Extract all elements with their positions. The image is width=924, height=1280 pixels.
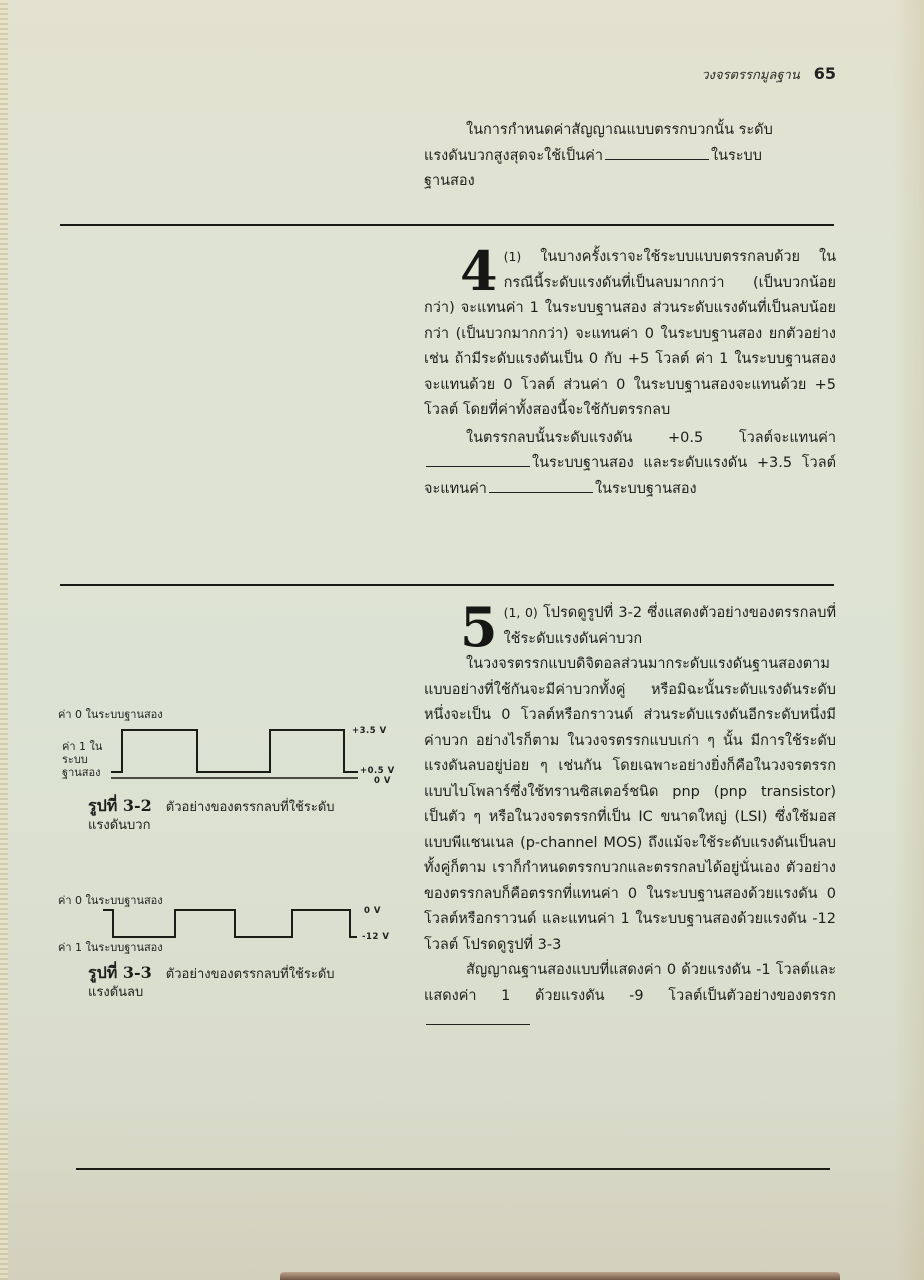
fig-3-2-caption-text-2: แรงดันบวก bbox=[88, 818, 151, 833]
frame-answer-code: (1, 0) bbox=[503, 605, 538, 620]
frame-5-para-1-text: โปรดดูรูปที่ 3-2 ซึ่งแสดงตัวอย่างของตรรกลบที่ใช้ระดับแรงดันค่าบวก bbox=[503, 605, 837, 647]
book-spine-edge bbox=[0, 0, 8, 1280]
frame-3-line-2 bbox=[424, 144, 836, 170]
answer-blank[interactable] bbox=[605, 158, 709, 160]
running-title: วงจรตรรกมูลฐาน bbox=[701, 68, 800, 83]
fig-3-2-label-binary-1 bbox=[62, 740, 102, 779]
frame-4 bbox=[424, 239, 836, 502]
fig-3-3-caption-text: ตัวอย่างของตรรกลบที่ใช้ระดับ bbox=[165, 967, 335, 982]
fig-3-3-caption bbox=[88, 964, 335, 1002]
page-number: 65 bbox=[813, 64, 836, 83]
frame-3-line-2-post: ในระบบ bbox=[710, 147, 762, 164]
frame-5-para-3-a: สัญญาณฐานสองแบบที่แสดงค่า 0 ด้วยแรงดัน -1 โวลต์และแสดงค่า 1 ด้วยแรงดัน -9 โวลต์เป็นตัวอย่างของตรรก bbox=[424, 962, 836, 1004]
frame-4-para-2-c: ในระบบฐานสอง bbox=[594, 480, 697, 497]
page-edge-shading bbox=[894, 0, 924, 1280]
frame-4-para-2-a: ในตรรกลบนั้นระดับแรงดัน +0.5 โวลต์จะแทนค่า bbox=[466, 429, 836, 446]
fig-label-line: ค่า 1 ใน bbox=[62, 740, 103, 753]
frame-5-para-3 bbox=[424, 958, 836, 1035]
frame-4-para-1-text: ในบางครั้งเราจะใช้ระบบแบบตรรกลบด้วย ในกรณีนี้ระดับแรงดันที่เป็นลบมากกว่า (เป็นบวกน้อยกว่า) จะแทนค่า 1 ในระบบฐานสอง ส่วนระดับแรงดันที่เป็นลบน้อยกว่า (เป็นบวกมากกว่า) จะแทนค่า 0 ในระบบฐานสอง ยกตัวอย่างเช่น ถ้ามีระดับแรงดันเป็น 0 กับ +5 โวลต์ ค่า 1 ในระบบฐานสองจะแทนด้วย 0 โวลต์ ส่วนค่า 0 ในระบบฐานสองจะแทนด้วย +5 โวลต์ โดยที่ค่าทั้งสองนี้จะใช้กับตรรกลบ bbox=[424, 249, 836, 418]
frame-3-line-3: ฐานสอง bbox=[424, 173, 475, 189]
frame-4-para-2-b: ในระบบฐานสอง และระดับแรงดัน +3.5 โวลต์จะแทนค่า bbox=[424, 455, 836, 497]
frame-3-line-2-pre: แรงดันบวกสูงสุดจะใช้เป็นค่า bbox=[424, 147, 603, 164]
frame-number: 4 bbox=[460, 239, 498, 303]
frame-number: 5 bbox=[460, 595, 498, 659]
answer-blank[interactable] bbox=[489, 491, 593, 493]
fig-3-2-volt-high: +3.5 V bbox=[352, 726, 387, 736]
frame-3-line-1: ในการกำหนดค่าสัญญาณแบบตรรกบวกนั้น ระดับ bbox=[466, 122, 773, 138]
section-divider bbox=[60, 224, 834, 226]
running-header bbox=[701, 64, 836, 85]
fig-3-2-label-binary-0: ค่า 0 ในระบบฐานสอง bbox=[58, 708, 163, 721]
answer-blank[interactable] bbox=[426, 1023, 530, 1025]
fig-3-2-volt-zero: 0 V bbox=[374, 776, 391, 786]
fig-label-line: ระบบ bbox=[62, 753, 88, 766]
fig-3-3-volt-low: -12 V bbox=[362, 932, 390, 942]
fig-3-3-number: รูปที่ 3-3 bbox=[88, 963, 152, 982]
fig-label-line: ฐานสอง bbox=[62, 766, 101, 779]
fig-3-2-caption bbox=[88, 797, 335, 835]
fig-3-3-label-binary-1: ค่า 1 ในระบบฐานสอง bbox=[58, 941, 163, 954]
fig-3-3-label-binary-0: ค่า 0 ในระบบฐานสอง bbox=[58, 894, 163, 907]
section-divider bbox=[60, 584, 834, 586]
fig-3-3-caption-text-2: แรงดันลบ bbox=[88, 985, 144, 1000]
page-bottom-shadow bbox=[280, 1272, 840, 1280]
frame-3-tail bbox=[424, 118, 836, 195]
fig-3-3-volt-high: 0 V bbox=[364, 906, 381, 916]
frame-4-para-2 bbox=[424, 426, 836, 503]
frame-answer-code: (1) bbox=[503, 249, 522, 264]
fig-3-2-number: รูปที่ 3-2 bbox=[88, 796, 152, 815]
frame-5 bbox=[424, 595, 837, 1035]
fig-3-2-caption-text: ตัวอย่างของตรรกลบที่ใช้ระดับ bbox=[165, 800, 335, 815]
section-divider bbox=[76, 1168, 830, 1170]
frame-5-para-2: ในวงจรตรรกแบบดิจิตอลส่วนมากระดับแรงดันฐานสองตามแบบอย่างที่ใช้กันจะมีค่าบวกทั้งคู่ หรือมิฉะนั้นระดับแรงดันระดับหนึ่งจะเป็น 0 โวลต์หรือกราวนด์ ส่วนระดับแรงดันอีกระดับหนึ่งมีค่าบวก อย่างไรก็ตาม ในวงจรตรรกแบบเก่า ๆ นั้น มีการใช้ระดับแรงดันลบอยู่บ่อย ๆ เช่นกัน โดยเฉพาะอย่างยิ่งก็คือในวงจรตรรกแบบไบโพลาร์ซึ่งใช้ทรานซิสเตอร์ชนิด pnp (pnp transistor) เป็นตัว ๆ หรือในวงจรตรรกที่เป็น IC ขนาดใหญ่ (LSI) ซึ่งใช้มอสแบบพีแชนเนล (p-channel MOS) ถึงแม้จะใช้ระดับแรงดันเป็นลบทั้งคู่ก็ตาม เราก็กำหนดตรรกบวกและตรรกลบได้อยู่นั่นเอง ตัวอย่างของตรรกลบก็คือตรรกที่แทนค่า 0 ในระบบฐานสองด้วยแรงดัน 0 โวลต์หรือกราวนด์ และแทนค่า 1 ในระบบฐานสองด้วยแรงดัน -12 โวลต์ โปรดดูรูปที่ 3-3 bbox=[424, 656, 836, 953]
fig-3-2-volt-low: +0.5 V bbox=[360, 766, 395, 776]
answer-blank[interactable] bbox=[426, 465, 530, 467]
